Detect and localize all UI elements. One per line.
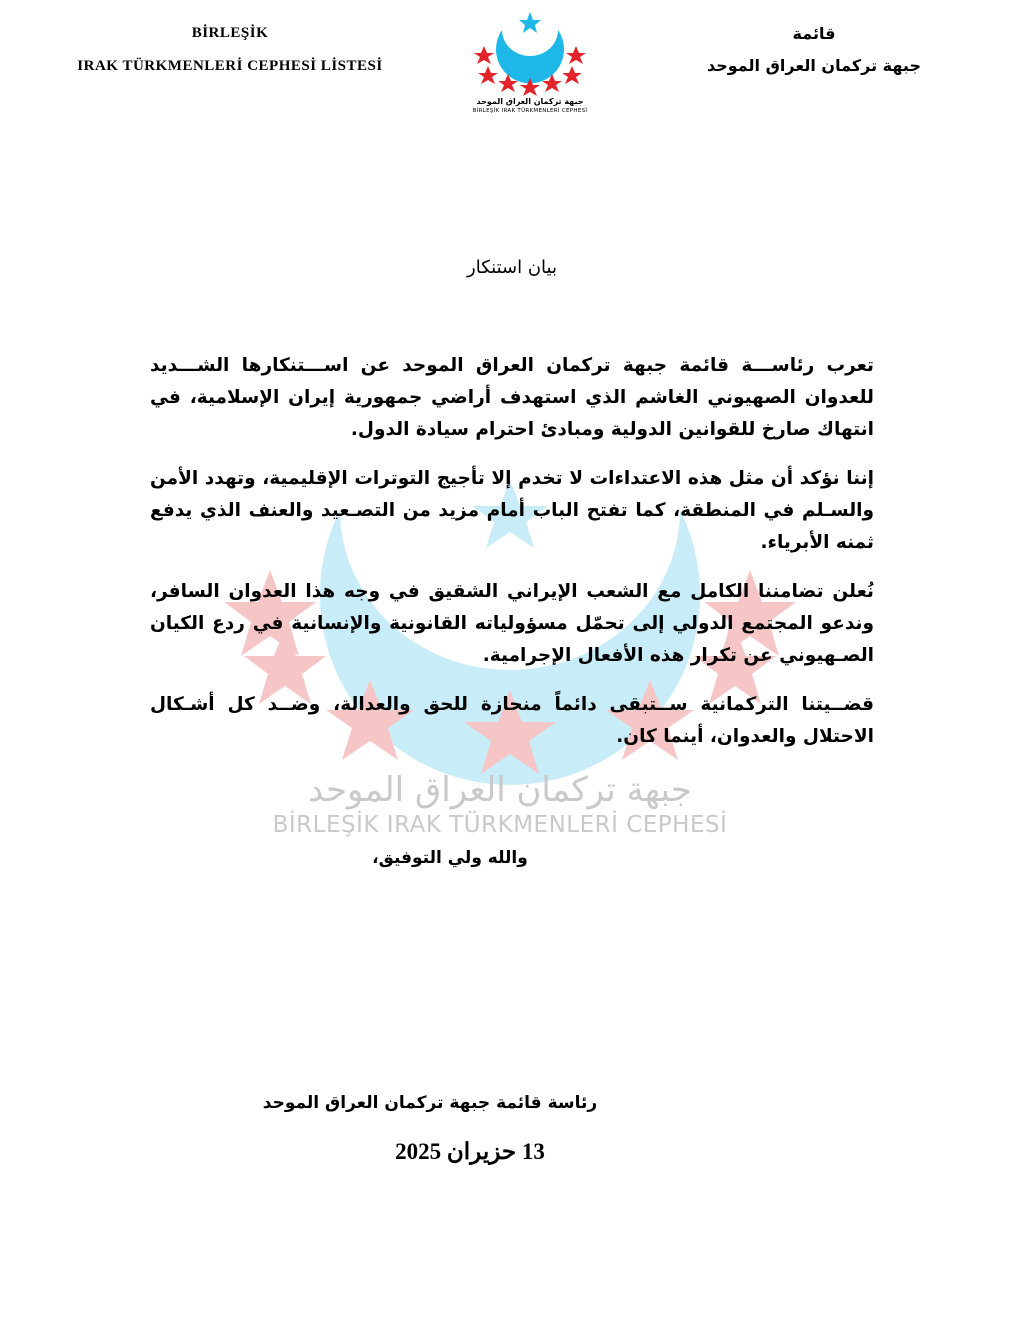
header-right — [684, 26, 944, 90]
header-left-line1: BİRLEŞİK — [191, 25, 269, 41]
statement-body — [150, 350, 874, 770]
watermark-text-arabic: جبهة تركمان العراق الموحد — [308, 770, 692, 810]
logo-star — [474, 46, 494, 64]
paragraph-3: نُعلن تضامننا الكامل مع الشعب الإيراني الشقيق في وجه هذا العدوان السافر، وندعو المجتمع الدولي إلى تحمّل مسؤولياته القانونية والإنسانية في ردع الكيان الصـهيوني عن تكرار هذه الأفعال الإجرامية. — [150, 581, 874, 666]
signature: رئاسة قائمة جبهة تركمان العراق الموحد — [262, 1093, 598, 1113]
paragraph-2: إننا نؤكد أن مثل هذه الاعتداءات لا تخدم إلا تأجيج التوترات الإقليمية، وتهدد الأمن والسـلم في المنطقة، كما تفتح الباب أمام مزيد من التصـعيد والعنف الذي يدفع ثمنه الأبرياء. — [150, 468, 874, 553]
paragraph-1: تعرب رئاســـة قائمة جبهة تركمان العراق الموحد عن اســـتنكارها الشـــديد للعدوان الصهيوني الغاشم الذي استهدف أراضي جمهورية إيران الإسلامية، في انتهاك صارخ للقوانين الدولية ومبادئ احترام سيادة الدول. — [150, 355, 874, 440]
header-right-line1: قائمة — [792, 24, 836, 43]
header-right-line2: جبهة تركمان العراق الموحد — [707, 56, 921, 75]
logo-crescent — [496, 30, 564, 83]
logo-caption-turkish: BİRLEŞİK IRAK TÜRKMENLERİ CEPHESİ — [472, 108, 588, 114]
watermark-text-turkish: BİRLEŞİK IRAK TÜRKMENLERİ CEPHESİ — [272, 812, 728, 838]
closing-line: والله ولي التوفيق، — [372, 848, 528, 868]
logo-star — [478, 66, 498, 84]
logo-star — [562, 66, 582, 84]
statement-title: بيان استنكار — [467, 257, 557, 278]
header-left — [20, 26, 440, 92]
logo-star-blue — [519, 12, 541, 33]
header-left-line2: IRAK TÜRKMENLERİ CEPHESİ LİSTESİ — [77, 58, 383, 74]
paragraph-4: قضــيتنا التركمانية ســتبقى دائماً منحازة للحق والعدالة، وضــد كل أشـكال الاحتلال والعدوان، أينما كان. — [150, 694, 874, 747]
statement-date: 13 حزيران 2025 — [395, 1139, 545, 1164]
logo-caption-arabic: جبهة تركمان العراق الموحد — [476, 97, 584, 106]
logo-star — [566, 46, 586, 64]
